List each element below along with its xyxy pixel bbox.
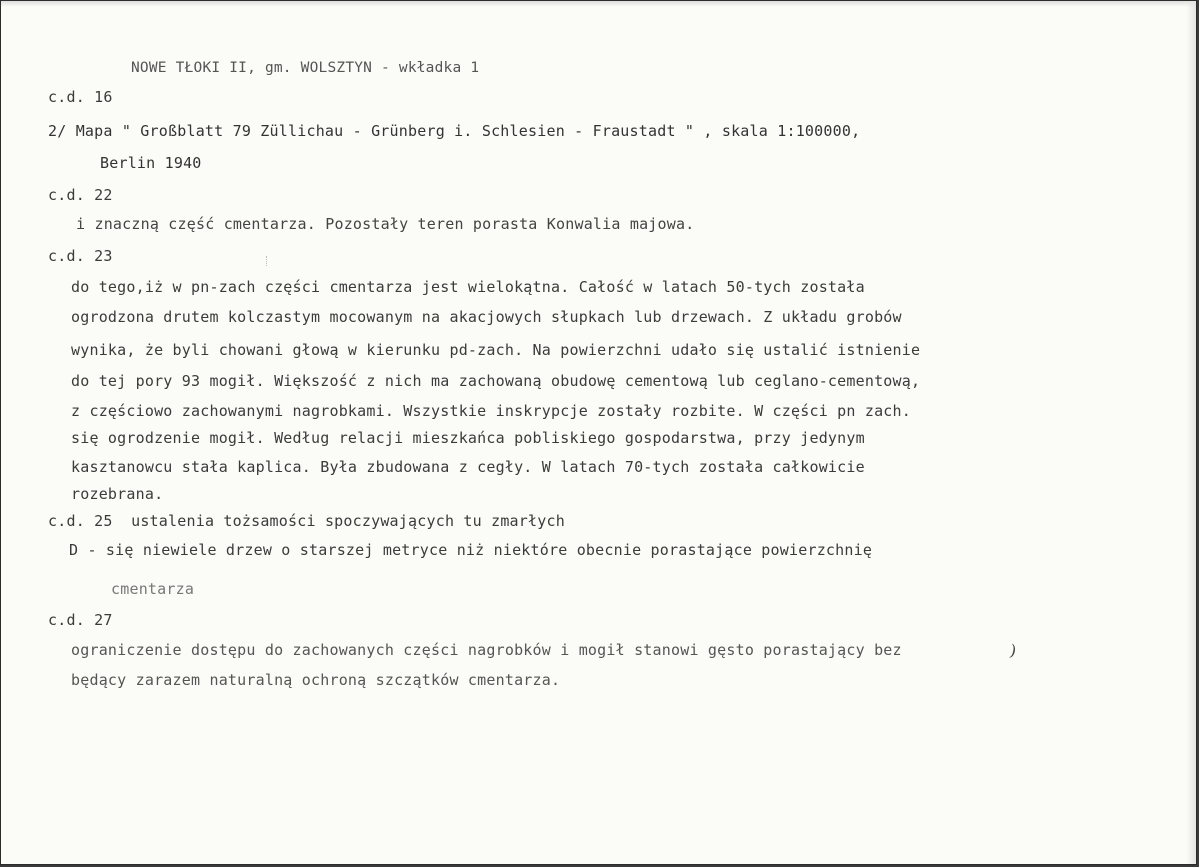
section-cd23-line-2: ogrodzona drutem kolczastym mocowanym na akacjowych słupkach lub drzewach. Z układu grobów — [71, 308, 902, 326]
section-ref-cd27: c.d. 27 — [48, 611, 113, 629]
section-ref-cd22: c.d. 22 — [48, 186, 113, 204]
section-ref-cd25-label: c.d. 25 — [48, 512, 113, 530]
section-cd23-line-6: się ogrodzenie mogił. Według relacji mieszkańca pobliskiego gospodarstwa, przy jedynym — [71, 429, 865, 447]
section-cd23-line-7: kasztanowcu stała kaplica. Była zbudowana z cegły. W latach 70-tych została całkowicie — [71, 458, 865, 476]
section-cd27-line-2: będący zarazem naturalną ochroną szczątków cmentarza. — [71, 671, 561, 689]
section-ref-cd25 — [48, 512, 565, 530]
section-cd23-line-8: rozebrana. — [71, 485, 164, 503]
section-cd25-line-1: D - się niewiele drzew o starszej metryce niż niektóre obecnie porastające powierzchnię — [69, 541, 873, 559]
section-ref-cd16: c.d. 16 — [48, 88, 113, 106]
pencil-mark — [266, 256, 268, 266]
section-cd16-line-2: Berlin 1940 — [100, 154, 202, 172]
section-cd27-line-1: ograniczenie dostępu do zachowanych części nagrobków i mogił stanowi gęsto porastający bez — [71, 641, 902, 659]
document-title: NOWE TŁOKI II, gm. WOLSZTYN - wkładka 1 — [131, 60, 480, 76]
section-ref-cd25-text: ustalenia tożsamości spoczywających tu zmarłych — [131, 512, 565, 530]
handwritten-parenthesis: ) — [1008, 640, 1019, 661]
section-cd25-line-2: cmentarza — [111, 580, 195, 598]
section-cd16-line-1: 2/ Mapa " Großblatt 79 Züllichau - Grünberg i. Schlesien - Fraustadt " , skala 1:100000, — [48, 122, 861, 140]
section-cd23-line-1: do tego,iż w pn-zach części cmentarza jest wielokątna. Całość w latach 50-tych została — [71, 278, 865, 296]
section-cd23-line-4: do tej pory 93 mogił. Większość z nich ma zachowaną obudowę cementową lub ceglano-cementową, — [71, 372, 921, 390]
section-cd23-line-5: z częściowo zachowanymi nagrobkami. Wszystkie inskrypcje zostały rozbite. W części pn zach. — [71, 402, 911, 420]
section-cd23-line-3: wynika, że byli chowani głową w kierunku pd-zach. Na powierzchni udało się ustalić istnienie — [71, 341, 921, 359]
section-cd22-line-1: i znaczną część cmentarza. Pozostały teren porasta Konwalia majowa. — [76, 215, 695, 233]
section-ref-cd23: c.d. 23 — [48, 247, 113, 265]
